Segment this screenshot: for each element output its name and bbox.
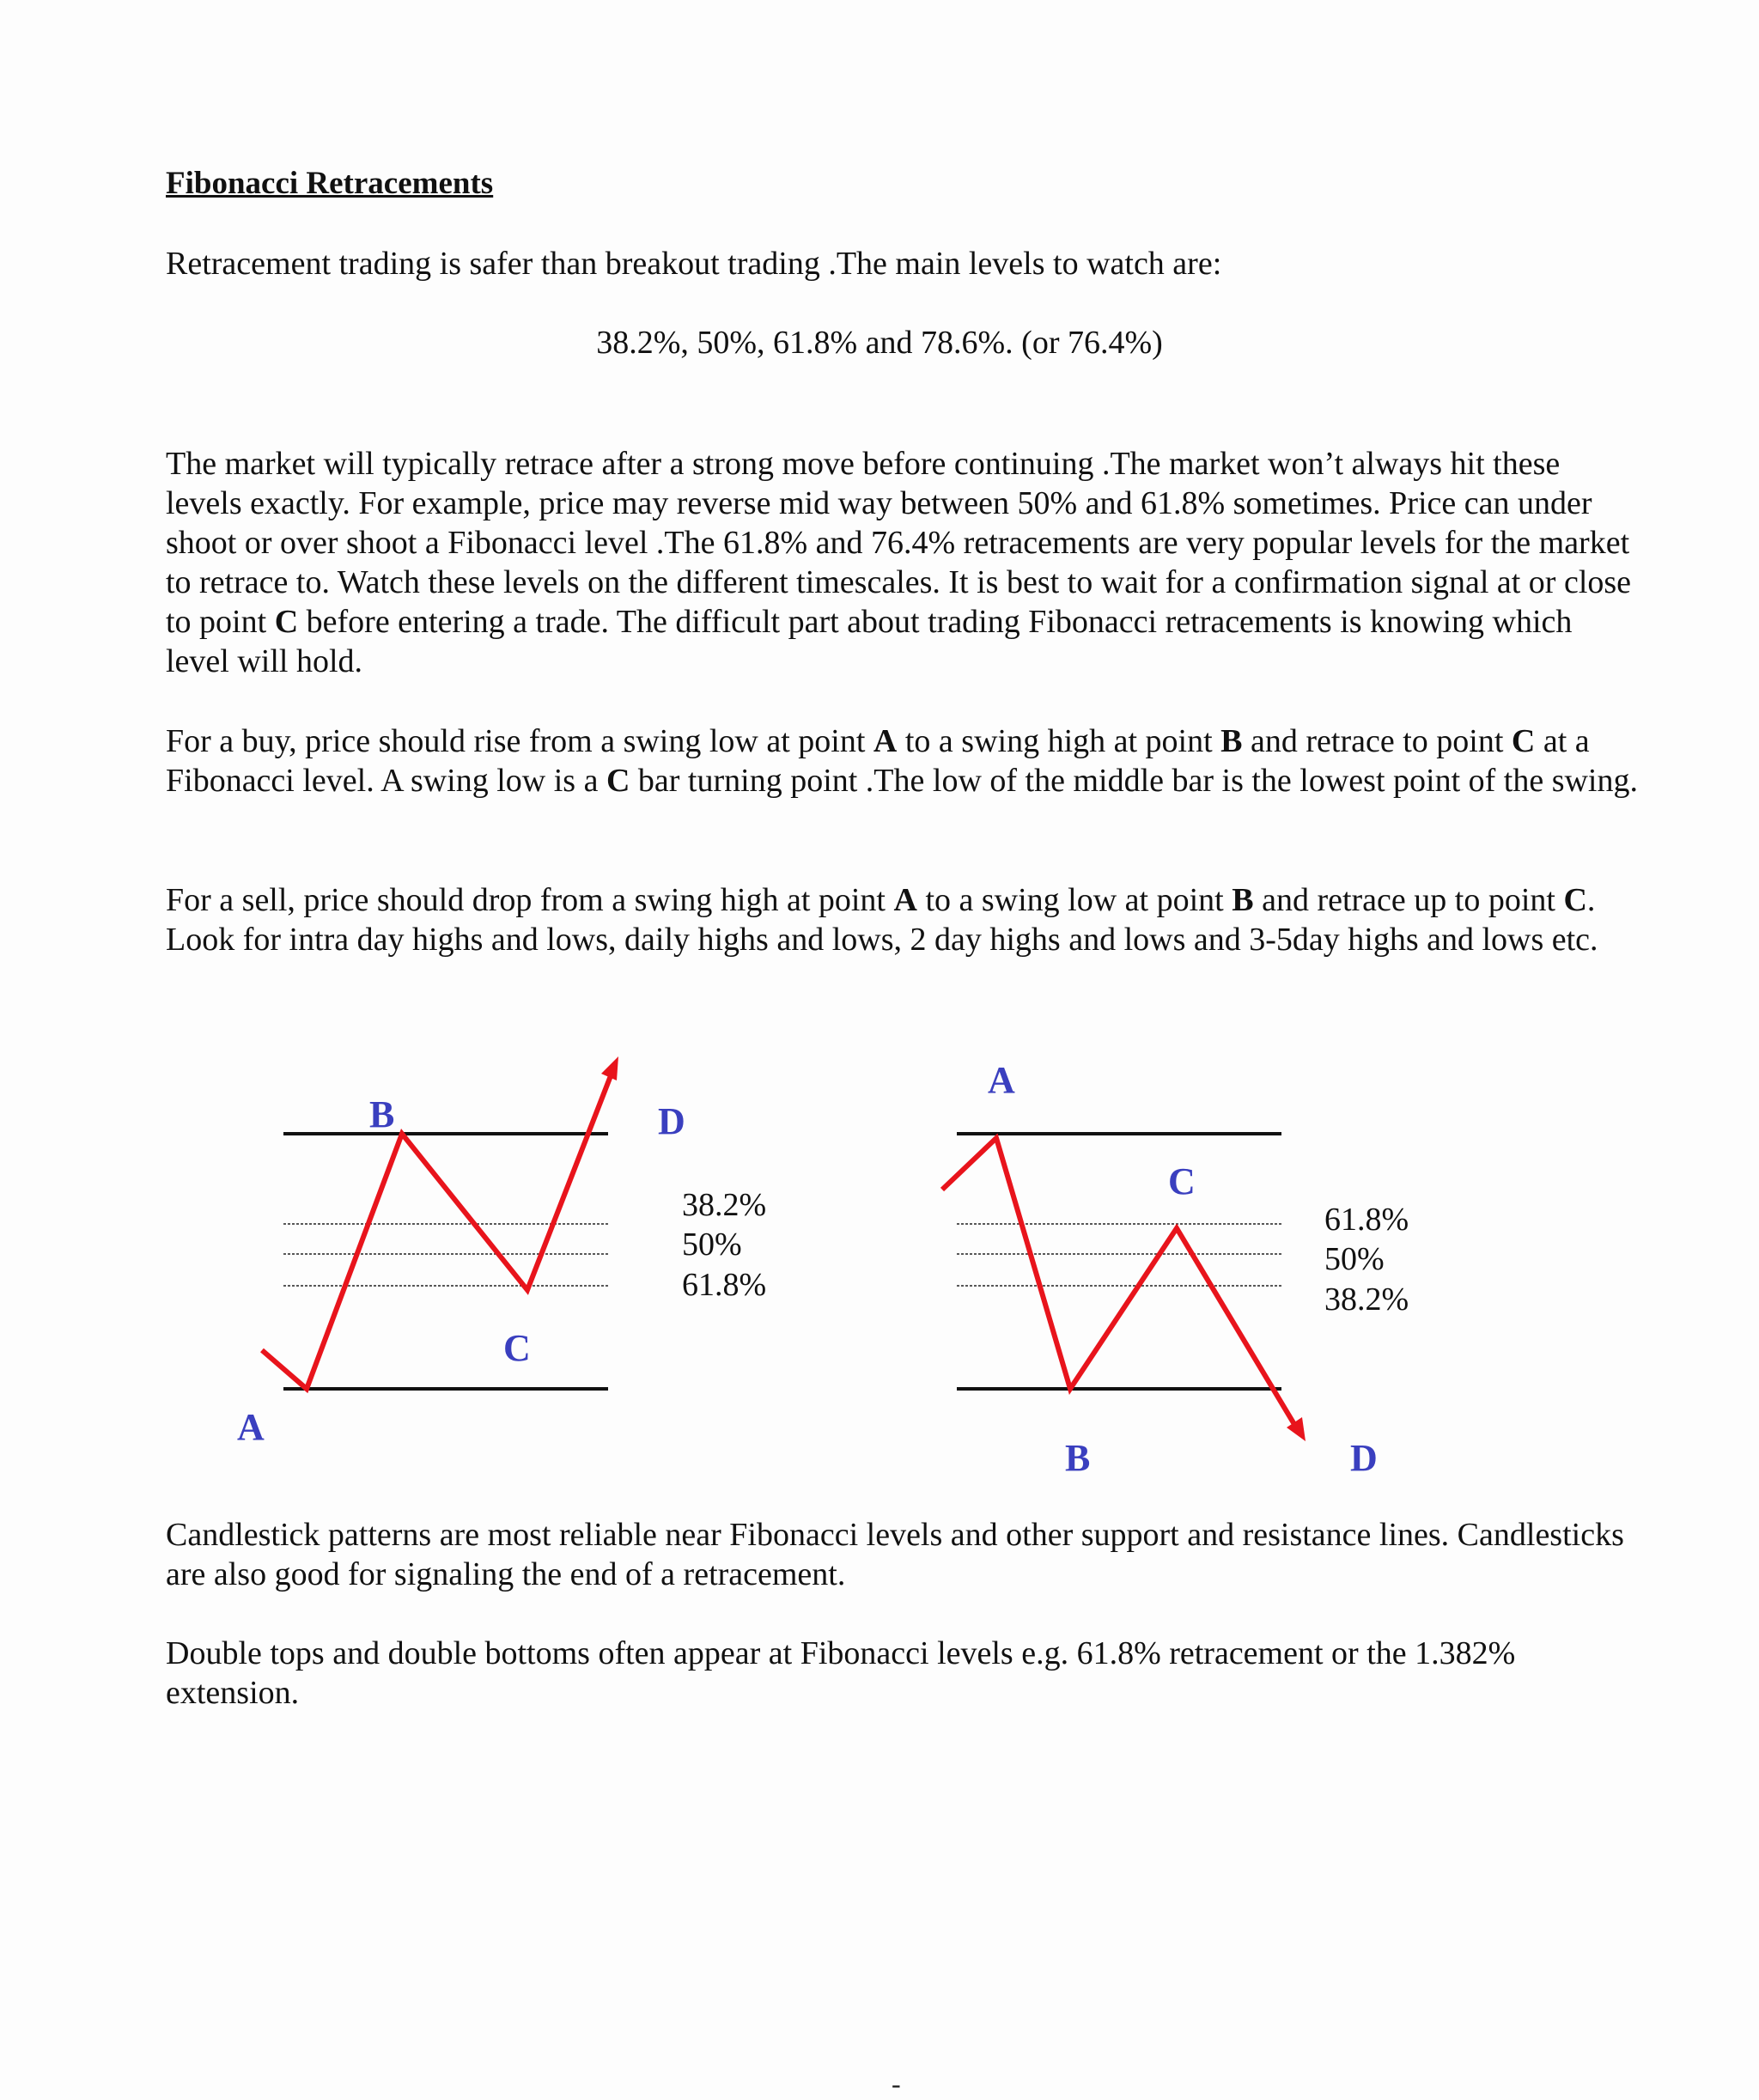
intro-paragraph: Retracement trading is safer than breakout trading .The main levels to watch are: <box>166 246 1222 282</box>
paragraph-candlesticks: Candlestick patterns are most reliable near Fibonacci levels and other support and resistance lines. Candlesticks are also good for signaling the end of a retracement. <box>166 1517 1624 1592</box>
level-label-2: 50% <box>682 1227 742 1263</box>
level-label-1: 38.2% <box>682 1187 767 1223</box>
paragraph-buy-setup: For a buy, price should rise from a swing low at point A to a swing high at point B and retrace to point C at a Fibonacci level. A swing low is a C bar turning point .The low of the middle bar is the lowest point of the swing. <box>166 723 1638 799</box>
level-label-1: 61.8% <box>1324 1202 1409 1238</box>
sell-diagram-svg <box>859 1048 1759 1494</box>
page-number: - <box>892 2068 901 2099</box>
level-label-3: 38.2% <box>1324 1281 1409 1318</box>
point-label-c: C <box>503 1327 531 1369</box>
price-path <box>942 1138 1295 1426</box>
buy-retracement-diagram <box>0 1048 859 1494</box>
arrow-head-up <box>601 1056 618 1080</box>
point-label-d: D <box>1350 1437 1378 1479</box>
paragraph-sell-setup: For a sell, price should drop from a swing high at point A to a swing low at point B and retrace up to point C. Look for intra day highs and lows, daily highs and lows, 2 day highs and lows and 3-5day highs and lows etc. <box>166 882 1598 958</box>
price-path <box>262 1074 612 1389</box>
point-label-c: C <box>1168 1160 1196 1202</box>
point-label-b: B <box>369 1093 395 1135</box>
paragraph-retrace-behavior: The market will typically retrace after a strong move before continuing .The market won’t always hit these levels exactly. For example, price may reverse mid way between 50% and 61.8% sometimes. Price can under shoot or over shoot a Fibonacci level .The 61.8% and 76.4% retracements are very popular levels for the market to retrace to. Watch these levels on the different timescales. It is best to wait for a confirmation signal at or close to point C before entering a trade. The difficult part about trading Fibonacci retracements is knowing which level will hold. <box>166 446 1632 679</box>
point-label-a: A <box>988 1059 1015 1101</box>
sell-retracement-diagram <box>859 1048 1759 1494</box>
point-label-d: D <box>658 1100 685 1142</box>
paragraph-double-tops: Double tops and double bottoms often appear at Fibonacci levels e.g. 61.8% retracement or the 1.382% extension. <box>166 1635 1516 1711</box>
level-label-2: 50% <box>1324 1241 1385 1277</box>
page-title: Fibonacci Retracements <box>166 166 494 201</box>
point-label-b: B <box>1065 1437 1091 1479</box>
retracement-levels-line: 38.2%, 50%, 61.8% and 78.6%. (or 76.4%) <box>596 325 1163 361</box>
level-label-3: 61.8% <box>682 1267 767 1303</box>
point-label-a: A <box>237 1406 265 1448</box>
